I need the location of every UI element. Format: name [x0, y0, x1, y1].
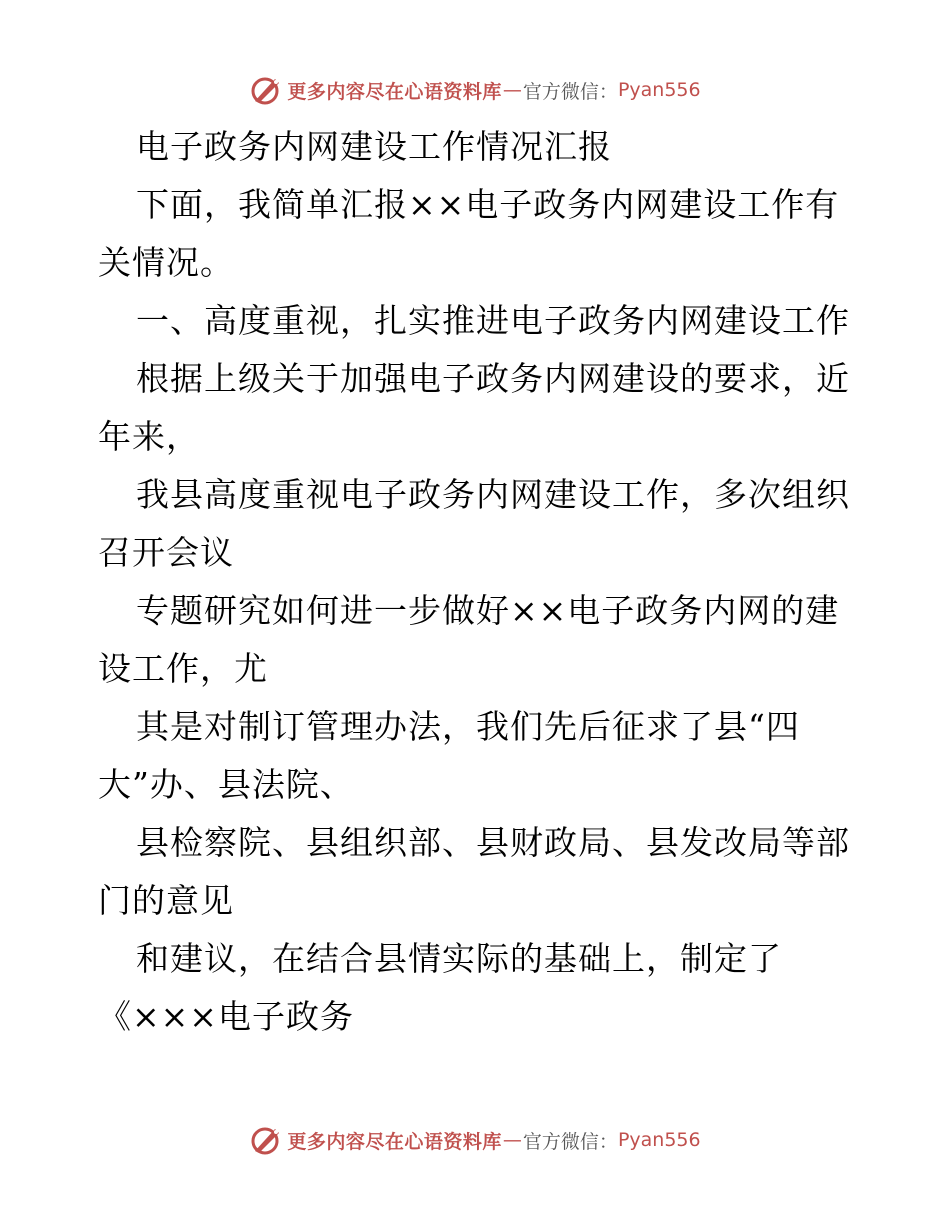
- paragraph-line: 《×××电子政务: [98, 997, 354, 1036]
- banner-dash: —: [502, 1129, 522, 1151]
- document-body: [98, 118, 858, 1046]
- paragraph-line: 召开会议: [98, 533, 234, 572]
- banner-text: 更多内容尽在心语资料库: [287, 80, 502, 103]
- paragraph-line: 设工作，尤: [98, 649, 268, 688]
- paragraph-line: 根据上级关于加强电子政务内网建设的要求，近: [136, 359, 850, 398]
- header-watermark-banner: [0, 70, 950, 110]
- paragraph-line: 大”办、县法院、: [98, 765, 354, 804]
- paragraph-line: 下面，我简单汇报××电子政务内网建设工作有: [136, 185, 840, 224]
- paragraph-line: 关情况。: [98, 243, 234, 282]
- banner-dash: —: [502, 79, 522, 101]
- fountain-pen-logo-icon: [249, 1123, 283, 1157]
- footer-watermark-banner: [0, 1120, 950, 1160]
- paragraph-line: 我县高度重视电子政务内网建设工作，多次组织: [136, 475, 850, 514]
- document-title: 电子政务内网建设工作情况汇报: [136, 127, 612, 166]
- fountain-pen-logo-icon: [249, 73, 283, 107]
- paragraph-line: 县检察院、县组织部、县财政局、县发改局等部: [136, 823, 850, 862]
- paragraph-line: 和建议，在结合县情实际的基础上，制定了: [136, 939, 782, 978]
- paragraph-line: 其是对制订管理办法，我们先后征求了县“四: [136, 707, 800, 746]
- banner-wechat-id: Pyan556: [617, 79, 701, 101]
- banner-official-label: 官方微信：: [522, 1130, 618, 1153]
- paragraph-line: 门的意见: [98, 881, 234, 920]
- paragraph-line: 年来，: [98, 417, 200, 456]
- banner-wechat-id: Pyan556: [617, 1129, 701, 1151]
- section-heading: 一、高度重视，扎实推进电子政务内网建设工作: [136, 301, 850, 340]
- banner-official-label: 官方微信：: [522, 80, 618, 103]
- paragraph-line: 专题研究如何进一步做好××电子政务内网的建: [136, 591, 840, 630]
- banner-text: 更多内容尽在心语资料库: [287, 1130, 502, 1153]
